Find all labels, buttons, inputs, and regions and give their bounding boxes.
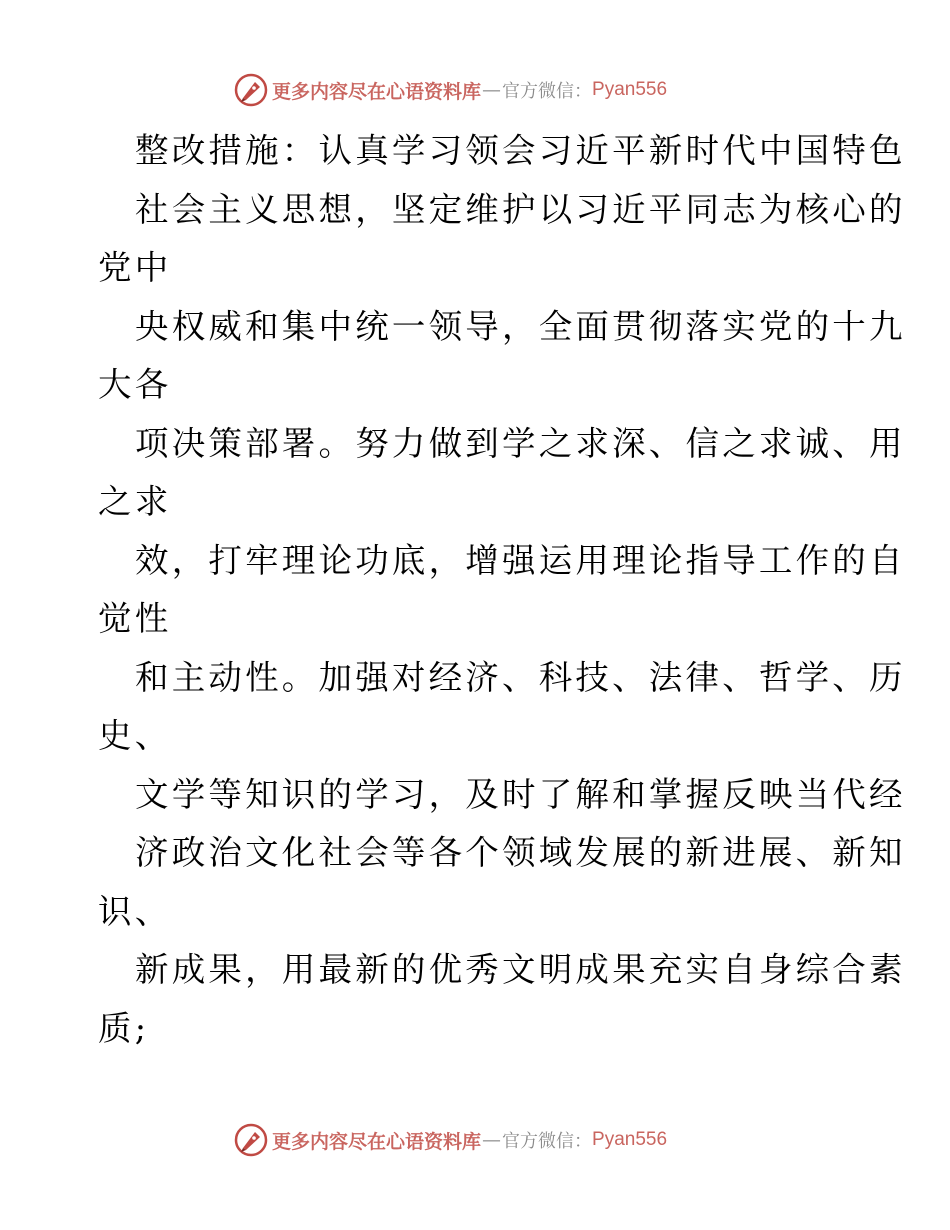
body-text [98, 122, 906, 1058]
text-line: 大各 [98, 365, 172, 404]
footer-site-text: 更多内容尽在心语资料库 [272, 1130, 482, 1153]
footer-dash: — [482, 1129, 502, 1151]
text-line: 识、 [98, 891, 172, 931]
text-line: 项决策部署。努力做到学之求深、信之求诚、用 [135, 423, 906, 463]
text-line: 和主动性。加强对经济、科技、法律、哲学、历 [135, 657, 906, 697]
text-line: 质; [98, 1008, 150, 1048]
header-dash: — [482, 79, 502, 101]
text-line: 之求 [98, 482, 172, 521]
text-line: 效，打牢理论功底，增强运用理论指导工作的自 [135, 540, 906, 580]
text-line: 社会主义思想，坚定维护以习近平同志为核心的 [135, 189, 906, 229]
text-line: 济政治文化社会等各个领域发展的新进展、新知 [135, 833, 906, 872]
footer-banner [234, 1122, 667, 1158]
header-banner [234, 72, 667, 108]
header-wechat-label: 官方微信： [502, 81, 593, 102]
text-line: 觉性 [98, 599, 172, 638]
footer-wechat-id: Pyan556 [592, 1129, 668, 1150]
text-line: 新成果，用最新的优秀文明成果充实自身综合素 [135, 950, 906, 989]
text-line: 党中 [98, 248, 172, 287]
footer-wechat-label: 官方微信： [502, 1131, 593, 1152]
pen-nib-icon [234, 1123, 268, 1157]
header-wechat-id: Pyan556 [592, 79, 668, 100]
text-line: 整改措施：认真学习领会习近平新时代中国特色 [135, 131, 906, 170]
text-line: 史、 [98, 716, 172, 755]
pen-nib-icon [234, 73, 268, 107]
header-site-text: 更多内容尽在心语资料库 [272, 80, 482, 103]
text-line: 文学等知识的学习，及时了解和掌握反映当代经 [135, 774, 906, 814]
text-line: 央权威和集中统一领导，全面贯彻落实党的十九 [135, 306, 906, 346]
